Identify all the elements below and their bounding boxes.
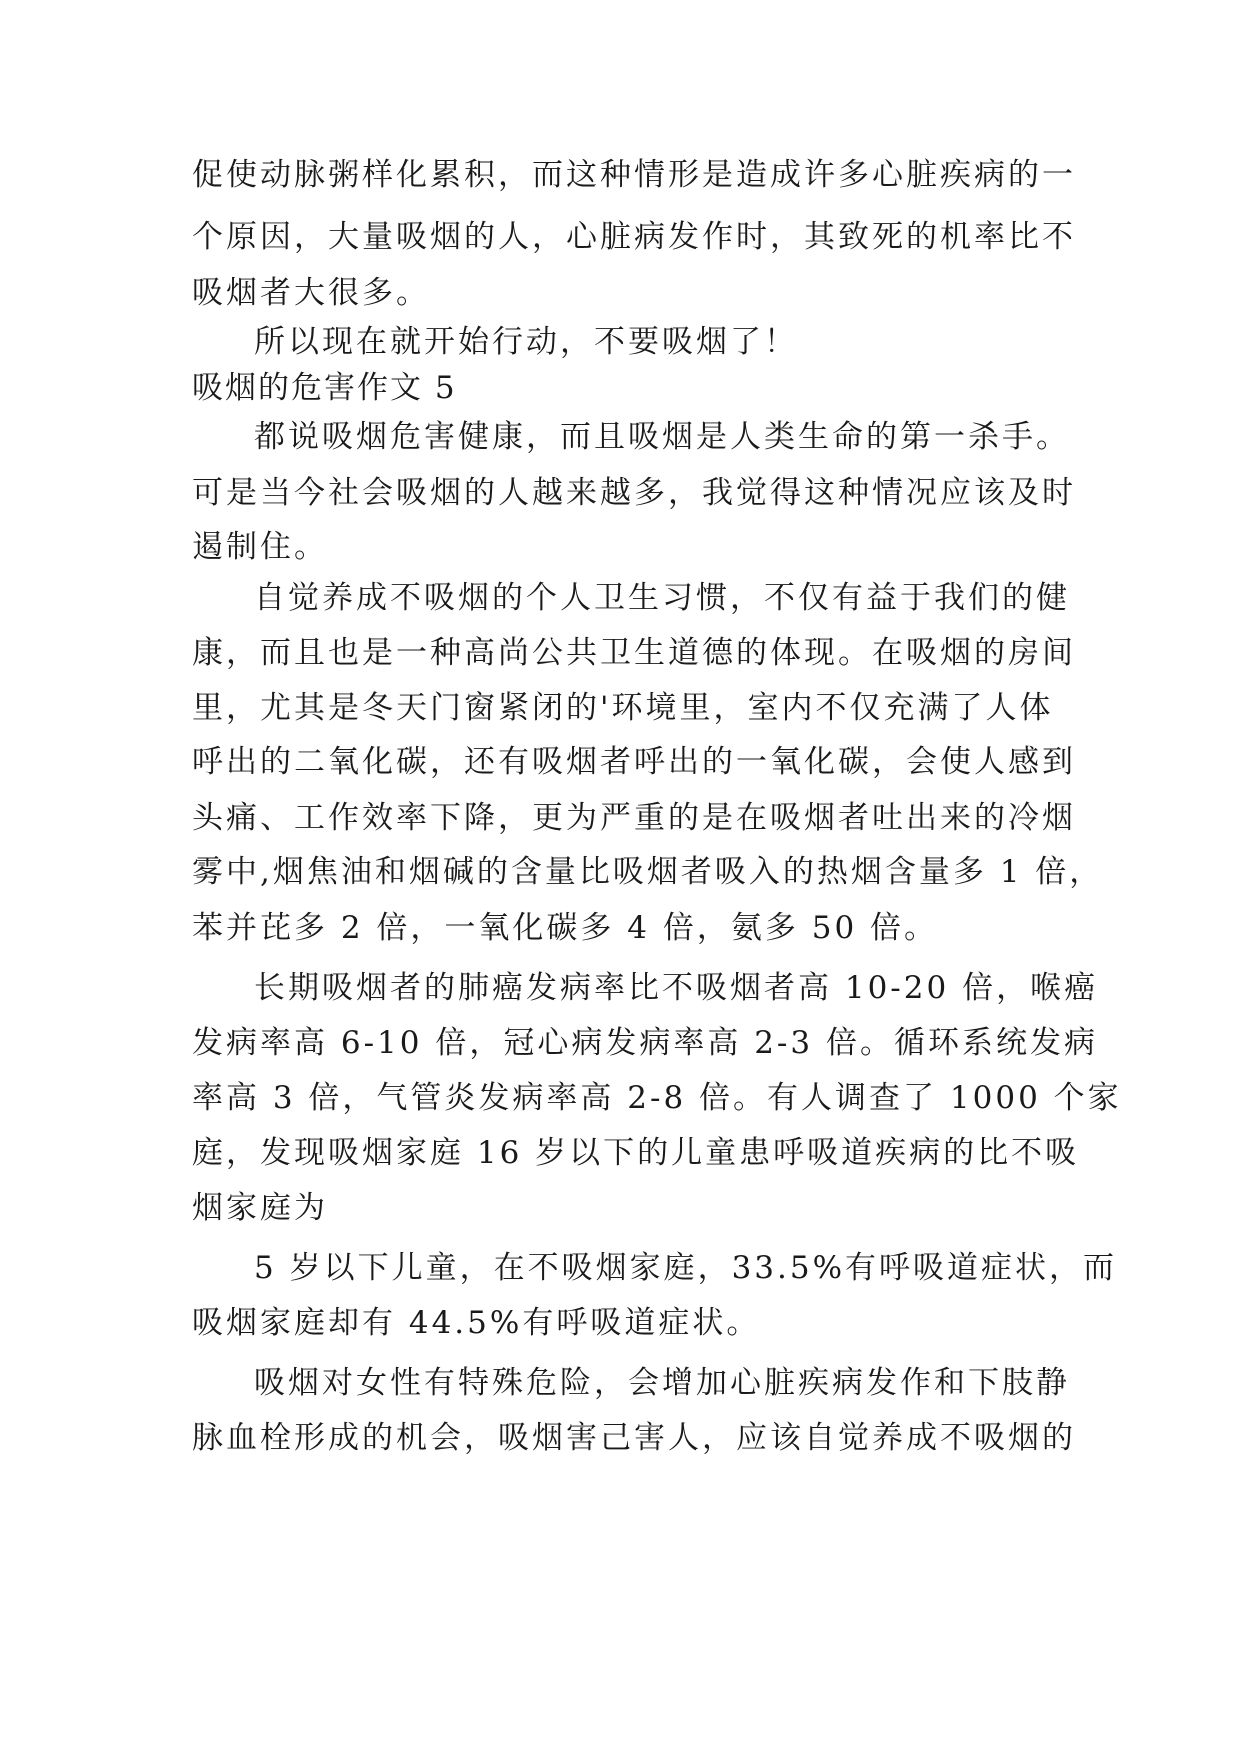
- text-line: 率高 3 倍，气管炎发病率高 2-8 倍。有人调查了 1000 个家: [192, 1080, 1122, 1116]
- text-line: 都说吸烟危害健康，而且吸烟是人类生命的第一杀手。: [254, 419, 1070, 455]
- text-line: 康，而且也是一种高尚公共卫生道德的体现。在吸烟的房间: [192, 635, 1076, 671]
- text-line: 雾中,烟焦油和烟碱的含量比吸烟者吸入的热烟含量多 1 倍，: [192, 854, 1104, 890]
- text-line: 吸烟对女性有特殊危险，会增加心脏疾病发作和下肢静: [254, 1365, 1070, 1401]
- text-line: 遏制住。: [192, 529, 328, 565]
- text-line: 呼出的二氧化碳，还有吸烟者呼出的一氧化碳，会使人感到: [192, 744, 1076, 780]
- text-line: 所以现在就开始行动，不要吸烟了！: [254, 324, 798, 360]
- text-line: 苯并芘多 2 倍，一氧化碳多 4 倍，氨多 50 倍。: [192, 910, 939, 946]
- text-line: 头痛、工作效率下降，更为严重的是在吸烟者吐出来的冷烟: [192, 800, 1076, 836]
- text-line: 脉血栓形成的机会，吸烟害己害人，应该自觉养成不吸烟的: [192, 1420, 1076, 1456]
- text-line: 烟家庭为: [192, 1190, 328, 1226]
- text-line: 吸烟家庭却有 44.5%有呼吸道症状。: [192, 1305, 761, 1341]
- text-line: 里，尤其是冬天门窗紧闭的'环境里，室内不仅充满了人体: [192, 690, 1054, 726]
- text-line: 发病率高 6-10 倍，冠心病发病率高 2-3 倍。循环系统发病: [192, 1025, 1098, 1061]
- text-line: 5 岁以下儿童，在不吸烟家庭，33.5%有呼吸道症状，而: [254, 1250, 1118, 1286]
- section-heading: 吸烟的危害作文 5: [192, 370, 457, 406]
- text-line: 庭，发现吸烟家庭 16 岁以下的儿童患呼吸道疾病的比不吸: [192, 1135, 1080, 1171]
- text-line: 可是当今社会吸烟的人越来越多，我觉得这种情况应该及时: [192, 475, 1076, 511]
- text-line: 长期吸烟者的肺癌发病率比不吸烟者高 10-20 倍，喉癌: [254, 970, 1099, 1006]
- text-line: 促使动脉粥样化累积，而这种情形是造成许多心脏疾病的一: [192, 157, 1076, 193]
- text-line: 吸烟者大很多。: [192, 275, 430, 311]
- text-line: 自觉养成不吸烟的个人卫生习惯，不仅有益于我们的健: [254, 580, 1070, 616]
- text-line: 个原因，大量吸烟的人，心脏病发作时，其致死的机率比不: [192, 219, 1076, 255]
